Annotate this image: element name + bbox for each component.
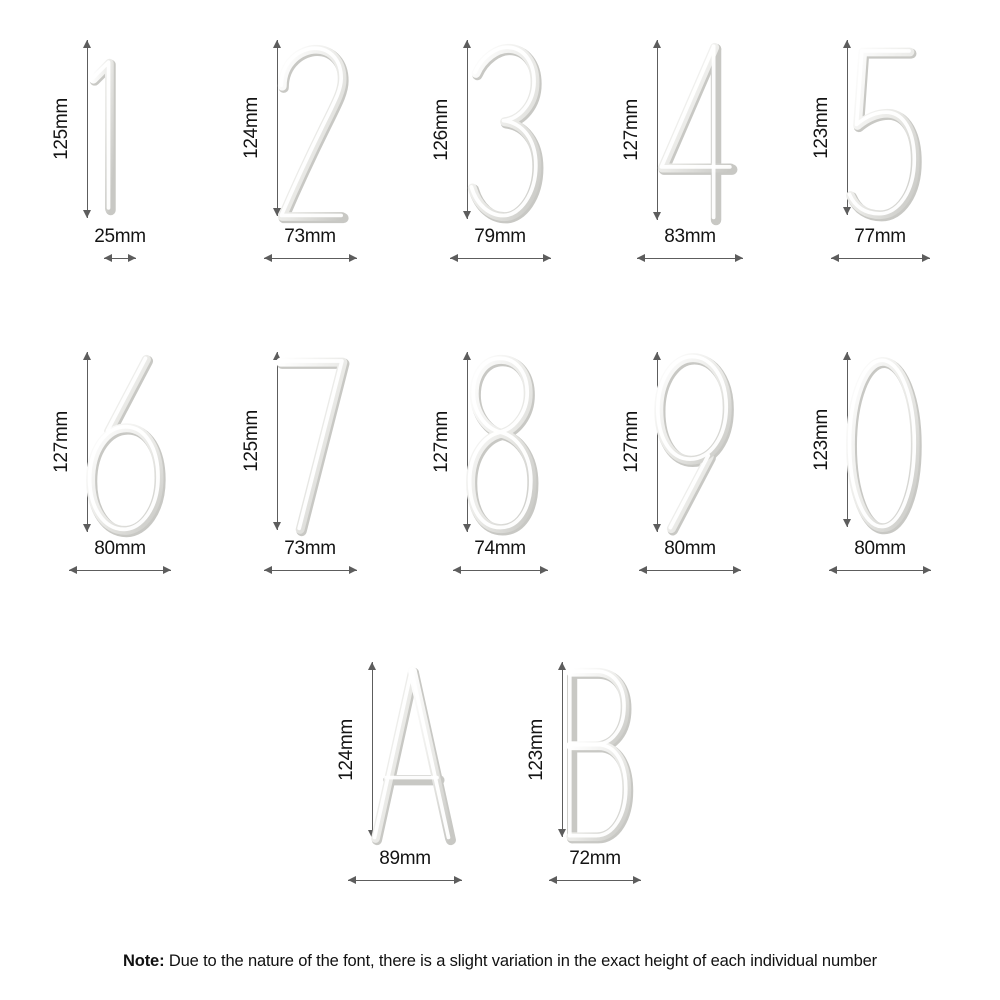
glyph-cell-4 <box>595 18 785 308</box>
glyph-6 <box>87 344 213 544</box>
width-label: 25mm <box>94 226 146 247</box>
arrow-left-icon <box>453 566 461 574</box>
arrow-right-icon <box>633 876 641 884</box>
height-label-text: 127mm <box>621 99 643 161</box>
glyph-cell-B <box>500 640 690 930</box>
width-dimension-line-wrap <box>348 875 462 885</box>
arrow-right-icon <box>163 566 171 574</box>
width-label: 77mm <box>854 226 906 247</box>
height-label <box>423 40 461 219</box>
width-dimension <box>595 538 785 575</box>
glyph-row-3 <box>0 640 1000 930</box>
arrow-left-icon <box>264 254 272 262</box>
arrow-right-icon <box>349 254 357 262</box>
glyph-cell-7 <box>215 330 405 620</box>
glyph-row-1 <box>0 18 1000 308</box>
height-label <box>613 352 651 532</box>
width-dimension <box>595 226 785 263</box>
width-dimension-line <box>69 570 171 571</box>
width-dimension-line-wrap <box>104 253 136 263</box>
width-dimension <box>25 226 215 263</box>
width-dimension-line-wrap <box>264 253 357 263</box>
arrow-left-icon <box>69 566 77 574</box>
width-dimension <box>500 848 690 885</box>
height-label-text: 123mm <box>811 408 833 471</box>
width-dimension <box>405 538 595 575</box>
width-dimension-line <box>637 258 743 259</box>
width-dimension-line <box>829 570 931 571</box>
height-label-text: 127mm <box>431 411 453 473</box>
height-label-text: 123mm <box>811 96 833 159</box>
width-dimension-line-wrap <box>450 253 551 263</box>
height-label <box>233 352 271 530</box>
height-label <box>43 352 81 532</box>
width-dimension <box>310 848 500 885</box>
arrow-left-icon <box>450 254 458 262</box>
glyph-1 <box>87 32 213 232</box>
height-label <box>233 40 271 216</box>
width-dimension-line <box>264 570 357 571</box>
glyph-A <box>372 654 498 854</box>
width-dimension-line <box>264 258 357 259</box>
height-label-text: 124mm <box>336 719 358 781</box>
width-dimension-line <box>549 880 641 881</box>
arrow-left-icon <box>549 876 557 884</box>
glyph-7 <box>277 344 403 544</box>
width-label: 79mm <box>474 226 526 247</box>
width-label: 80mm <box>664 538 716 559</box>
height-label-text: 125mm <box>241 410 263 472</box>
width-dimension-line <box>453 570 548 571</box>
width-dimension <box>405 226 595 263</box>
glyph-cell-5 <box>785 18 975 308</box>
arrow-right-icon <box>454 876 462 884</box>
arrow-right-icon <box>349 566 357 574</box>
width-label: 74mm <box>474 538 526 559</box>
arrow-right-icon <box>128 254 136 262</box>
height-label <box>518 662 556 837</box>
height-label <box>613 40 651 220</box>
arrow-right-icon <box>540 566 548 574</box>
arrow-left-icon <box>637 254 645 262</box>
width-dimension <box>25 538 215 575</box>
width-dimension <box>785 226 975 263</box>
height-label <box>43 40 81 218</box>
width-dimension <box>215 538 405 575</box>
arrow-left-icon <box>264 566 272 574</box>
width-dimension-line-wrap <box>829 565 931 575</box>
height-label <box>803 40 841 215</box>
width-dimension-line-wrap <box>453 565 548 575</box>
width-dimension-line <box>450 258 551 259</box>
glyph-4 <box>657 32 783 232</box>
arrow-right-icon <box>543 254 551 262</box>
glyph-2 <box>277 32 403 232</box>
width-label: 89mm <box>379 848 431 869</box>
width-dimension <box>785 538 975 575</box>
width-dimension-line <box>348 880 462 881</box>
height-label-text: 124mm <box>241 97 263 159</box>
arrow-left-icon <box>831 254 839 262</box>
height-label-text: 123mm <box>526 718 548 781</box>
width-label: 83mm <box>664 226 716 247</box>
glyph-cell-6 <box>25 330 215 620</box>
width-dimension-line-wrap <box>637 253 743 263</box>
glyph-B <box>562 654 688 854</box>
height-label-text: 127mm <box>51 411 73 473</box>
width-dimension-line-wrap <box>69 565 171 575</box>
height-label <box>328 662 366 838</box>
height-label <box>423 352 461 532</box>
width-label: 72mm <box>569 848 621 869</box>
arrow-left-icon <box>829 566 837 574</box>
glyph-3 <box>467 32 593 232</box>
glyph-cell-A <box>310 640 500 930</box>
glyph-9 <box>657 344 783 544</box>
width-dimension-line <box>831 258 930 259</box>
glyph-row-2 <box>0 330 1000 620</box>
glyph-cell-8 <box>405 330 595 620</box>
note <box>0 952 1000 971</box>
arrow-left-icon <box>348 876 356 884</box>
glyph-cell-1 <box>25 18 215 308</box>
height-label-text: 127mm <box>621 411 643 473</box>
arrow-right-icon <box>733 566 741 574</box>
glyph-8 <box>467 344 593 544</box>
width-label: 80mm <box>94 538 146 559</box>
width-dimension-line-wrap <box>549 875 641 885</box>
glyph-cell-2 <box>215 18 405 308</box>
arrow-right-icon <box>923 566 931 574</box>
width-label: 80mm <box>854 538 906 559</box>
arrow-right-icon <box>735 254 743 262</box>
note-prefix: Note: <box>123 952 165 970</box>
glyph-cell-0 <box>785 330 975 620</box>
note-body: Due to the nature of the font, there is a slight variation in the exact height of each individual number <box>164 952 877 970</box>
width-label: 73mm <box>284 538 336 559</box>
height-label-text: 125mm <box>51 98 73 160</box>
height-label-text: 126mm <box>431 98 453 161</box>
width-label: 73mm <box>284 226 336 247</box>
width-dimension-line-wrap <box>831 253 930 263</box>
width-dimension <box>215 226 405 263</box>
glyph-5 <box>847 32 973 232</box>
arrow-left-icon <box>639 566 647 574</box>
arrow-left-icon <box>104 254 112 262</box>
width-dimension-line <box>639 570 741 571</box>
glyph-0 <box>847 344 973 544</box>
glyph-cell-3 <box>405 18 595 308</box>
width-dimension-line-wrap <box>264 565 357 575</box>
glyph-cell-9 <box>595 330 785 620</box>
height-label <box>803 352 841 527</box>
width-dimension-line-wrap <box>639 565 741 575</box>
arrow-right-icon <box>922 254 930 262</box>
